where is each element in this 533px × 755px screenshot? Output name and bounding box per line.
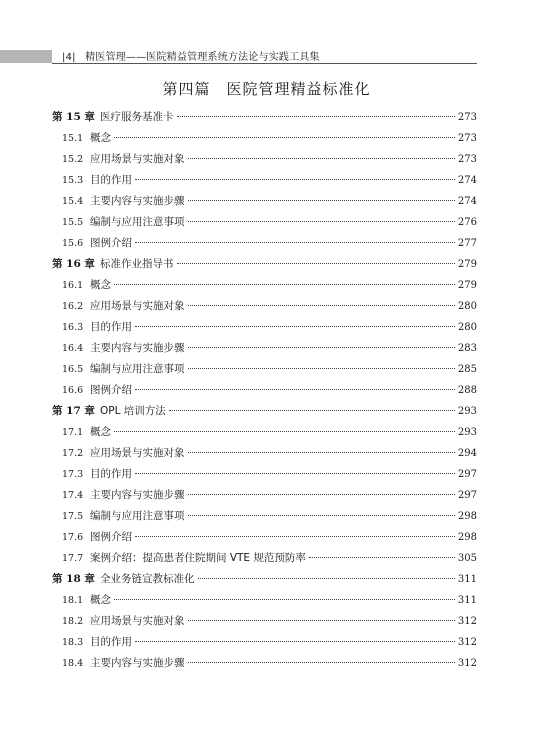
section-title: 概念 <box>90 132 111 144</box>
toc-chapter-entry[interactable] <box>52 109 477 130</box>
section-number: 16.3 <box>62 322 84 333</box>
page-number: 273 <box>457 154 477 165</box>
toc-section-entry[interactable] <box>52 613 477 634</box>
section-title: 编制与应用注意事项 <box>90 510 185 522</box>
page-number: 312 <box>457 658 477 669</box>
toc-section-entry[interactable] <box>52 319 477 340</box>
header-gray-bar <box>0 50 52 63</box>
section-title: 目的作用 <box>90 636 132 648</box>
section-number: 15.1 <box>62 133 84 144</box>
toc-section-entry[interactable] <box>52 214 477 235</box>
section-title: 目的作用 <box>90 321 132 333</box>
dot-leader <box>114 137 455 138</box>
toc-section-entry[interactable] <box>52 340 477 361</box>
section-title: 图例介绍 <box>90 237 132 249</box>
part-title: 第四篇 医院管理精益标准化 <box>162 80 371 98</box>
page-number: 279 <box>457 280 477 291</box>
chapter-number: 第 18 章 <box>52 573 95 585</box>
dot-leader <box>188 221 455 222</box>
dot-leader <box>188 347 455 348</box>
page-number: 280 <box>457 301 477 312</box>
page-number: 283 <box>457 343 477 354</box>
page-number: 274 <box>457 196 477 207</box>
toc-chapter-entry[interactable] <box>52 256 477 277</box>
dot-leader <box>188 368 455 369</box>
dot-leader <box>309 557 455 558</box>
section-title: 概念 <box>90 279 111 291</box>
dot-leader <box>114 284 455 285</box>
page-number: 277 <box>457 238 477 249</box>
dot-leader <box>177 116 455 117</box>
chapter-title: 全业务链宣教标准化 <box>100 573 195 585</box>
toc-section-entry[interactable] <box>52 172 477 193</box>
dot-leader <box>135 179 455 180</box>
chapter-number: 第 15 章 <box>52 111 95 123</box>
toc-section-entry[interactable] <box>52 298 477 319</box>
section-number: 16.5 <box>62 364 84 375</box>
page-number: 305 <box>457 553 477 564</box>
section-number: 17.1 <box>62 427 84 438</box>
page-number: 274 <box>457 175 477 186</box>
section-number: 17.3 <box>62 469 84 480</box>
section-title: 应用场景与实施对象 <box>90 615 185 627</box>
page-number: 311 <box>457 574 477 585</box>
section-title: 案例介绍：提高患者住院期间 VTE 规范预防率 <box>90 552 306 564</box>
chapter-title: 标准作业指导书 <box>100 258 174 270</box>
toc-section-entry[interactable] <box>52 424 477 445</box>
chapter-number: 第 16 章 <box>52 258 95 270</box>
header-book-title: 精医管理——医院精益管理系统方法论与实践工具集 <box>85 52 320 63</box>
header-rule <box>52 63 477 64</box>
page-number: 297 <box>457 490 477 501</box>
toc-section-entry[interactable] <box>52 277 477 298</box>
section-title: 应用场景与实施对象 <box>90 300 185 312</box>
section-title: 编制与应用注意事项 <box>90 363 185 375</box>
dot-leader <box>198 578 455 579</box>
section-title: 主要内容与实施步骤 <box>90 657 185 669</box>
dot-leader <box>188 515 455 516</box>
dot-leader <box>188 305 455 306</box>
section-title: 图例介绍 <box>90 384 132 396</box>
section-title: 目的作用 <box>90 174 132 186</box>
toc-section-entry[interactable] <box>52 445 477 466</box>
toc-section-entry[interactable] <box>52 466 477 487</box>
dot-leader <box>188 662 455 663</box>
page-number: 273 <box>457 133 477 144</box>
section-number: 18.4 <box>62 658 84 669</box>
dot-leader <box>135 641 455 642</box>
page-number: 293 <box>457 427 477 438</box>
chapter-number: 第 17 章 <box>52 405 95 417</box>
toc-section-entry[interactable] <box>52 361 477 382</box>
toc-section-entry[interactable] <box>52 151 477 172</box>
toc-section-entry[interactable] <box>52 634 477 655</box>
section-title: 应用场景与实施对象 <box>90 447 185 459</box>
section-title: 主要内容与实施步骤 <box>90 195 185 207</box>
page-number: 297 <box>457 469 477 480</box>
page-number: 293 <box>457 406 477 417</box>
dot-leader <box>135 473 455 474</box>
toc-section-entry[interactable] <box>52 508 477 529</box>
section-number: 16.6 <box>62 385 84 396</box>
dot-leader <box>114 431 455 432</box>
toc-chapter-entry[interactable] <box>52 403 477 424</box>
page-number: 311 <box>457 595 477 606</box>
section-number: 17.6 <box>62 532 84 543</box>
dot-leader <box>114 599 455 600</box>
chapter-title: 医疗服务基准卡 <box>100 111 174 123</box>
page-number: 273 <box>457 112 477 123</box>
section-number: 15.4 <box>62 196 84 207</box>
section-title: 主要内容与实施步骤 <box>90 489 185 501</box>
chapter-title: OPL 培训方法 <box>100 405 166 417</box>
section-number: 16.4 <box>62 343 84 354</box>
toc-section-entry[interactable] <box>52 193 477 214</box>
section-number: 18.3 <box>62 637 84 648</box>
toc-section-entry[interactable] <box>52 529 477 550</box>
section-title: 目的作用 <box>90 468 132 480</box>
section-number: 15.3 <box>62 175 84 186</box>
section-number: 15.6 <box>62 238 84 249</box>
dot-leader <box>188 620 455 621</box>
dot-leader <box>135 389 455 390</box>
dot-leader <box>188 494 455 495</box>
toc-section-entry[interactable] <box>52 592 477 613</box>
dot-leader <box>177 263 455 264</box>
dot-leader <box>188 200 455 201</box>
page-number: 279 <box>457 259 477 270</box>
dot-leader <box>135 536 455 537</box>
page-number: 288 <box>457 385 477 396</box>
page-number: 298 <box>457 532 477 543</box>
page-number: 312 <box>457 616 477 627</box>
toc-section-entry[interactable] <box>52 655 477 676</box>
section-number: 18.1 <box>62 595 84 606</box>
section-number: 15.5 <box>62 217 84 228</box>
toc-chapter-entry[interactable] <box>52 571 477 592</box>
dot-leader <box>135 242 455 243</box>
toc-section-entry[interactable] <box>52 382 477 403</box>
dot-leader <box>188 158 455 159</box>
toc-section-entry[interactable] <box>52 235 477 256</box>
section-title: 图例介绍 <box>90 531 132 543</box>
section-title: 编制与应用注意事项 <box>90 216 185 228</box>
section-number: 17.7 <box>62 553 84 564</box>
page-number: 294 <box>457 448 477 459</box>
header-page-number: |4| <box>62 52 76 63</box>
section-title: 主要内容与实施步骤 <box>90 342 185 354</box>
dot-leader <box>188 452 455 453</box>
section-number: 16.2 <box>62 301 84 312</box>
section-number: 17.4 <box>62 490 84 501</box>
toc-section-entry[interactable] <box>52 130 477 151</box>
section-number: 17.2 <box>62 448 84 459</box>
page-number: 312 <box>457 637 477 648</box>
page-number: 276 <box>457 217 477 228</box>
running-header <box>62 48 320 63</box>
section-number: 15.2 <box>62 154 84 165</box>
section-title: 概念 <box>90 426 111 438</box>
section-title: 概念 <box>90 594 111 606</box>
page-number: 285 <box>457 364 477 375</box>
table-of-contents <box>52 109 477 676</box>
section-number: 18.2 <box>62 616 84 627</box>
toc-section-entry[interactable] <box>52 550 477 571</box>
page-number: 280 <box>457 322 477 333</box>
toc-section-entry[interactable] <box>52 487 477 508</box>
dot-leader <box>135 326 455 327</box>
dot-leader <box>169 410 455 411</box>
section-number: 17.5 <box>62 511 84 522</box>
page-number: 298 <box>457 511 477 522</box>
section-number: 16.1 <box>62 280 84 291</box>
section-title: 应用场景与实施对象 <box>90 153 185 165</box>
